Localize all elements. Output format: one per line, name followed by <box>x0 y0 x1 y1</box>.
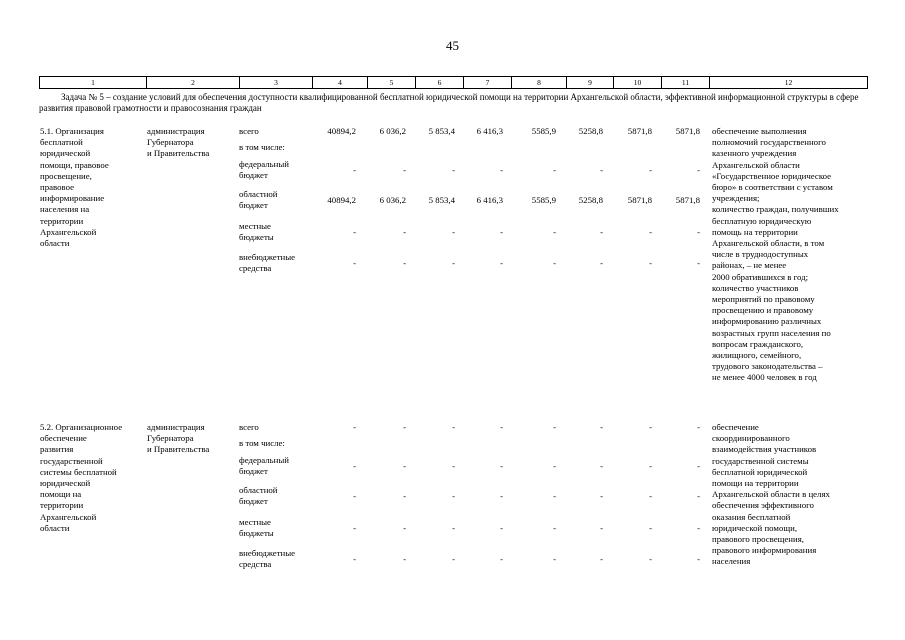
funding-value: - <box>697 226 700 237</box>
funding-value: - <box>353 522 356 533</box>
funding-source-label: всего <box>239 126 259 136</box>
funding-source-label: средства <box>239 559 272 570</box>
column-number: 9 <box>567 77 614 89</box>
funding-value: - <box>649 553 652 564</box>
funding-value: - <box>353 460 356 471</box>
funding-value: - <box>649 226 652 237</box>
column-number: 10 <box>614 77 662 89</box>
funding-value: - <box>500 226 503 237</box>
column-number: 6 <box>416 77 464 89</box>
expected-result-line: обеспечения эффективного <box>712 500 814 511</box>
activity-name-line: области <box>40 238 70 248</box>
funding-value: - <box>452 553 455 564</box>
expected-result-line: казенного учреждения <box>712 148 797 159</box>
funding-source-label: бюджеты <box>239 528 274 539</box>
funding-value: - <box>600 460 603 471</box>
column-number: 8 <box>512 77 567 89</box>
funding-value: 5585,9 <box>531 126 556 136</box>
activity-name-line: правовое <box>40 182 75 192</box>
funding-value: - <box>553 257 556 268</box>
expected-result-line: бесплатную юридическую <box>712 215 812 226</box>
expected-result-line: районах, – не менее <box>712 260 787 271</box>
activity-name-line: области <box>40 522 70 533</box>
expected-result-line: помощи на территории <box>712 478 799 488</box>
funding-value: - <box>697 257 700 268</box>
funding-value: - <box>353 553 356 564</box>
funding-value: - <box>649 422 652 432</box>
executor-line: Губернатора <box>147 433 194 444</box>
funding-value: - <box>452 522 455 533</box>
funding-source-label: в том числе: <box>239 438 285 448</box>
funding-value: - <box>403 553 406 564</box>
expected-result-line: 2000 обратившихся в год; <box>712 271 809 282</box>
expected-result-line: возрастных групп населения по <box>712 327 831 338</box>
funding-value: - <box>697 460 700 471</box>
expected-result-line: оказания бесплатной <box>712 511 791 522</box>
expected-result-line: числе в труднодоступных <box>712 249 809 260</box>
funding-value: - <box>649 522 652 533</box>
activity-name-line: просвещение, <box>40 170 92 181</box>
funding-value: - <box>353 422 356 432</box>
funding-value: - <box>697 490 700 501</box>
activity-name-line: Архангельской <box>40 226 97 237</box>
funding-source-label: местные <box>239 517 271 527</box>
funding-value: - <box>553 460 556 471</box>
funding-value: - <box>697 164 700 175</box>
funding-source-label: внебюджетные <box>239 548 296 558</box>
page-number: 45 <box>446 38 459 53</box>
expected-result-line: Архангельской области в целях <box>712 489 830 500</box>
funding-value: 5871,8 <box>627 126 652 136</box>
funding-value: 5871,8 <box>675 194 700 205</box>
funding-value: - <box>649 257 652 268</box>
funding-value: - <box>600 553 603 564</box>
expected-result-line: скоординированного <box>712 433 790 444</box>
funding-value: - <box>600 257 603 268</box>
expected-result-line: обеспечение выполнения <box>712 126 807 136</box>
activity-name-line: помощи, правовое <box>40 159 109 170</box>
funding-value: 5258,8 <box>578 194 603 205</box>
column-number-header <box>39 76 868 89</box>
expected-result-line: мероприятий по правовому <box>712 294 815 304</box>
activity-name-line: информирование <box>40 193 105 204</box>
funding-source-label: областной <box>239 485 278 495</box>
funding-value: 40894,2 <box>327 194 356 205</box>
funding-source-label: бюджеты <box>239 232 274 243</box>
funding-value: - <box>452 422 455 432</box>
expected-result-line: трудового законодательства – <box>712 361 823 372</box>
activity-name-line: Архангельской <box>40 511 97 522</box>
expected-result-line: правового просвещения, <box>712 534 804 544</box>
expected-result-line: не менее 4000 человек в год <box>712 372 817 383</box>
executor-line: администрация <box>147 126 205 136</box>
funding-value: - <box>403 164 406 175</box>
funding-value: 5 853,4 <box>428 126 455 136</box>
funding-value: - <box>403 522 406 533</box>
expected-result-line: населения <box>712 556 751 567</box>
funding-value: 6 036,2 <box>379 194 406 205</box>
funding-source-label: областной <box>239 189 278 199</box>
funding-value: - <box>353 226 356 237</box>
funding-value: - <box>353 490 356 501</box>
executor-line: Губернатора <box>147 137 194 148</box>
funding-source-label: средства <box>239 263 272 274</box>
funding-value: - <box>403 226 406 237</box>
expected-result-line: полномочий государственного <box>712 137 826 148</box>
funding-value: - <box>553 522 556 533</box>
funding-value: 6 416,3 <box>476 194 503 205</box>
funding-value: 5871,8 <box>675 126 700 136</box>
funding-value: - <box>697 553 700 564</box>
funding-value: - <box>403 257 406 268</box>
executor-line: администрация <box>147 422 205 432</box>
funding-value: - <box>452 257 455 268</box>
expected-result-line: «Государственное юридическое <box>712 170 832 181</box>
funding-source-label: внебюджетные <box>239 252 296 262</box>
funding-source-label: бюджет <box>239 170 268 181</box>
expected-result-line: учреждения; <box>712 193 760 204</box>
expected-result-line: Архангельской области, в том <box>712 238 825 248</box>
funding-value: - <box>697 422 700 432</box>
funding-value: - <box>697 522 700 533</box>
funding-value: - <box>403 422 406 432</box>
funding-source-label: федеральный <box>239 159 289 169</box>
funding-value: - <box>403 490 406 501</box>
column-number: 4 <box>313 77 368 89</box>
activity-name-line: обеспечение <box>40 433 87 444</box>
funding-value: - <box>600 522 603 533</box>
funding-value: - <box>553 422 556 432</box>
funding-value: - <box>600 164 603 175</box>
expected-result-line: просвещению и правовому <box>712 305 814 316</box>
funding-source-label: всего <box>239 422 259 432</box>
funding-source-label: бюджет <box>239 200 268 211</box>
funding-value: - <box>500 257 503 268</box>
expected-result-line: количество граждан, получивших <box>712 204 839 215</box>
expected-result-line: правового информирования <box>712 545 817 556</box>
funding-value: - <box>500 553 503 564</box>
activity-name-line: развития <box>40 444 74 455</box>
funding-value: - <box>500 164 503 175</box>
funding-value: 6 416,3 <box>476 126 503 136</box>
funding-value: 5585,9 <box>531 194 556 205</box>
activity-name-line: территории <box>40 215 84 226</box>
funding-value: 5258,8 <box>578 126 603 136</box>
column-number: 7 <box>464 77 512 89</box>
funding-value: 6 036,2 <box>379 126 406 136</box>
expected-result-line: обеспечение <box>712 422 759 432</box>
funding-value: - <box>649 164 652 175</box>
funding-source-label: бюджет <box>239 496 268 507</box>
expected-result-line: количество участников <box>712 282 799 293</box>
funding-value: - <box>553 164 556 175</box>
activity-name-line: юридической <box>40 478 91 488</box>
funding-value: - <box>553 490 556 501</box>
expected-result-line: информированию различных <box>712 316 822 327</box>
funding-value: - <box>500 490 503 501</box>
funding-source-label: местные <box>239 221 271 231</box>
expected-result-line: бесплатной юридической <box>712 466 808 477</box>
activity-name-line: территории <box>40 500 84 511</box>
column-number: 12 <box>710 77 868 89</box>
executor-line: и Правительства <box>147 148 210 159</box>
funding-value: - <box>452 460 455 471</box>
column-number: 3 <box>240 77 313 89</box>
activity-name-line: населения на <box>40 204 90 215</box>
expected-result-line: взаимодействия участников <box>712 444 817 455</box>
funding-value: 5871,8 <box>627 194 652 205</box>
funding-value: - <box>600 490 603 501</box>
activity-name-line: юридической <box>40 148 91 159</box>
executor-line: и Правительства <box>147 444 210 455</box>
column-number: 5 <box>368 77 416 89</box>
funding-value: 5 853,4 <box>428 194 455 205</box>
task-heading: Задача № 5 – создание условий для обеспечения доступности квалифицированной бесплатной юридической помощи на территории Архангельской области, эффективной информационной структуры в сфере развития правовой грамотности и правосознания граждан <box>39 92 859 113</box>
expected-result-line: бюро» в соответствии с уставом <box>712 182 833 192</box>
funding-value: - <box>649 490 652 501</box>
funding-value: - <box>553 553 556 564</box>
expected-result-line: юридической помощи, <box>712 522 798 533</box>
funding-value: - <box>452 164 455 175</box>
funding-source-label: в том числе: <box>239 142 285 152</box>
funding-value: - <box>600 422 603 432</box>
funding-value: 40894,2 <box>327 126 356 136</box>
activity-name-line: государственной <box>40 455 103 466</box>
expected-result-line: жилищного, семейного, <box>712 350 802 360</box>
funding-value: - <box>353 164 356 175</box>
funding-value: - <box>649 460 652 471</box>
expected-result-line: вопросам гражданского, <box>712 338 804 349</box>
funding-value: - <box>500 422 503 432</box>
funding-value: - <box>452 226 455 237</box>
expected-result-line: помощь на территории <box>712 226 798 237</box>
expected-result-line: государственной системы <box>712 455 809 466</box>
funding-value: - <box>500 522 503 533</box>
activity-name-line: 5.2. Организационное <box>40 422 123 432</box>
funding-source-label: бюджет <box>239 466 268 477</box>
funding-value: - <box>403 460 406 471</box>
activity-name-line: помощи на <box>40 489 82 500</box>
column-number: 11 <box>662 77 710 89</box>
funding-value: - <box>553 226 556 237</box>
column-number: 1 <box>40 77 147 89</box>
funding-value: - <box>600 226 603 237</box>
expected-result-line: Архангельской области <box>712 159 800 170</box>
funding-value: - <box>353 257 356 268</box>
funding-source-label: федеральный <box>239 455 289 465</box>
funding-value: - <box>452 490 455 501</box>
column-number: 2 <box>147 77 240 89</box>
activity-name-line: системы бесплатной <box>40 466 117 477</box>
activity-name-line: бесплатной <box>40 137 83 148</box>
activity-name-line: 5.1. Организация <box>40 126 104 136</box>
funding-value: - <box>500 460 503 471</box>
